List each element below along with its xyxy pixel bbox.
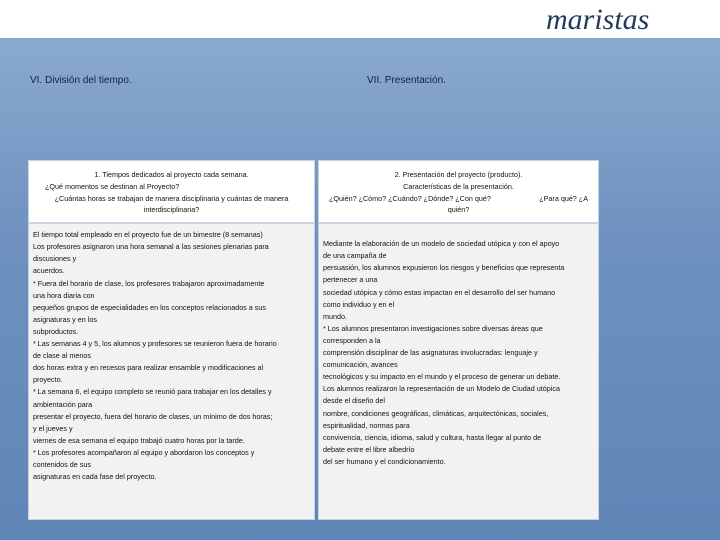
body-line: sociedad utópica y cómo estas impactan en el desarrollo del ser humano (323, 287, 556, 297)
body-line: de una campaña de (323, 251, 387, 261)
body-line: comunicación, avances (323, 360, 398, 370)
header-line: 2. Presentación del proyecto (producto). (394, 170, 523, 179)
body-line: acuerdos. (33, 266, 65, 276)
body-line: subproductos. (33, 326, 79, 336)
body-line: * Los alumnos presentaron investigaciones sobre diversas áreas que (323, 323, 543, 333)
left-section-title: VI. División del tiempo. (30, 75, 132, 86)
body-line: * Las semanas 4 y 5, los alumnos y profesores se reunieron fuera de horario (33, 339, 277, 349)
body-line: pertenecer a una (323, 275, 378, 285)
questions-row (325, 193, 592, 205)
body-line: * La semana 6, el equipo completo se reunió para trabajar en los detalles y (33, 387, 272, 397)
right-section-title: VII. Presentación. (367, 75, 446, 86)
header-line: interdisciplinaria? (143, 205, 200, 215)
maristas-logo (544, 2, 704, 36)
body-line: mundo. (323, 311, 347, 321)
body-line: contenidos de sus (33, 459, 91, 469)
time-division-panel (28, 160, 315, 520)
header-line: 1. Tiempos dedicados al proyecto cada semana. (94, 170, 249, 179)
questions-text: ¿Para qué? ¿A (539, 193, 588, 203)
presentation-panel (318, 160, 599, 520)
body-line: nombre, condiciones geográficas, climáticas, arquitectónicas, sociales, (323, 408, 549, 418)
header-line: Características de la presentación. (403, 181, 514, 191)
presentation-body (319, 224, 598, 473)
body-line: convivencia, ciencia, idioma, salud y cultura, hasta llegar al punto de (323, 432, 542, 442)
header-band (0, 0, 720, 38)
time-division-header (29, 161, 314, 224)
body-line: espiritualidad, normas para (323, 420, 410, 430)
body-line: del ser humano y el condicionamiento. (323, 456, 446, 466)
body-line: comprensión disciplinar de las asignaturas involucradas: lenguaje y (323, 348, 538, 358)
body-line: * Los profesores acompañaron al equipo y abordaron los conceptos y (33, 447, 255, 457)
header-line: quién? (447, 205, 470, 215)
body-line: Los profesores asignaron una hora semanal a las sesiones plenarias para (33, 242, 269, 252)
presentation-header (319, 161, 598, 224)
body-line: Mediante la elaboración de un modelo de sociedad utópica y con el apoyo (323, 239, 560, 249)
body-line: El tiempo total empleado en el proyecto fue de un bimestre (8 semanas) (33, 230, 263, 240)
body-line: dos horas extra y en recesos para realizar ensamble y modificaciones al (33, 363, 264, 373)
body-line: desde el diseño del (323, 396, 385, 406)
body-line: Los alumnos realizaron la representación de un Modelo de Ciudad utópica (323, 384, 560, 394)
questions-text: ¿Quién? ¿Cómo? ¿Cuándo? ¿Dónde? ¿Con qué? (329, 193, 491, 203)
body-line: persuasión, los alumnos expusieron los riesgos y beneficios que representa (323, 263, 565, 273)
header-line: ¿Cuántas horas se trabajan de manera disciplinaria y cuántas de manera (54, 193, 289, 203)
body-line: y el jueves y (33, 423, 73, 433)
body-line: proyecto. (33, 375, 63, 385)
body-line: pequeños grupos de especialidades en los conceptos relacionados a sus (33, 302, 266, 312)
body-line: viernes de esa semana el equipo trabajó cuatro horas por la tarde. (33, 435, 245, 445)
body-line: presentar el proyecto, fuera del horario de clases, un mínimo de dos horas; (33, 411, 273, 421)
time-division-body (29, 224, 314, 488)
body-line: debate entre el libre albedrío (323, 444, 415, 454)
body-line: asignaturas y en los (33, 314, 97, 324)
body-line: discusiones y (33, 254, 77, 264)
body-line: corresponden a la (323, 335, 381, 345)
body-line: de clase al menos (33, 351, 91, 361)
body-line: tecnológicos y su impacto en el mundo y el proceso de generar un debate. (323, 372, 561, 382)
svg-text:maristas: maristas (546, 3, 650, 36)
header-line: ¿Qué momentos se destinan al Proyecto? (45, 181, 180, 191)
body-line: una hora diaria con (33, 290, 95, 300)
body-line: asignaturas en cada fase del proyecto. (33, 472, 157, 482)
body-line: * Fuera del horario de clase, los profesores trabajaron aproximadamente (33, 278, 265, 288)
body-line: ambientación para (33, 399, 93, 409)
body-line: como individuo y en el (323, 299, 395, 309)
